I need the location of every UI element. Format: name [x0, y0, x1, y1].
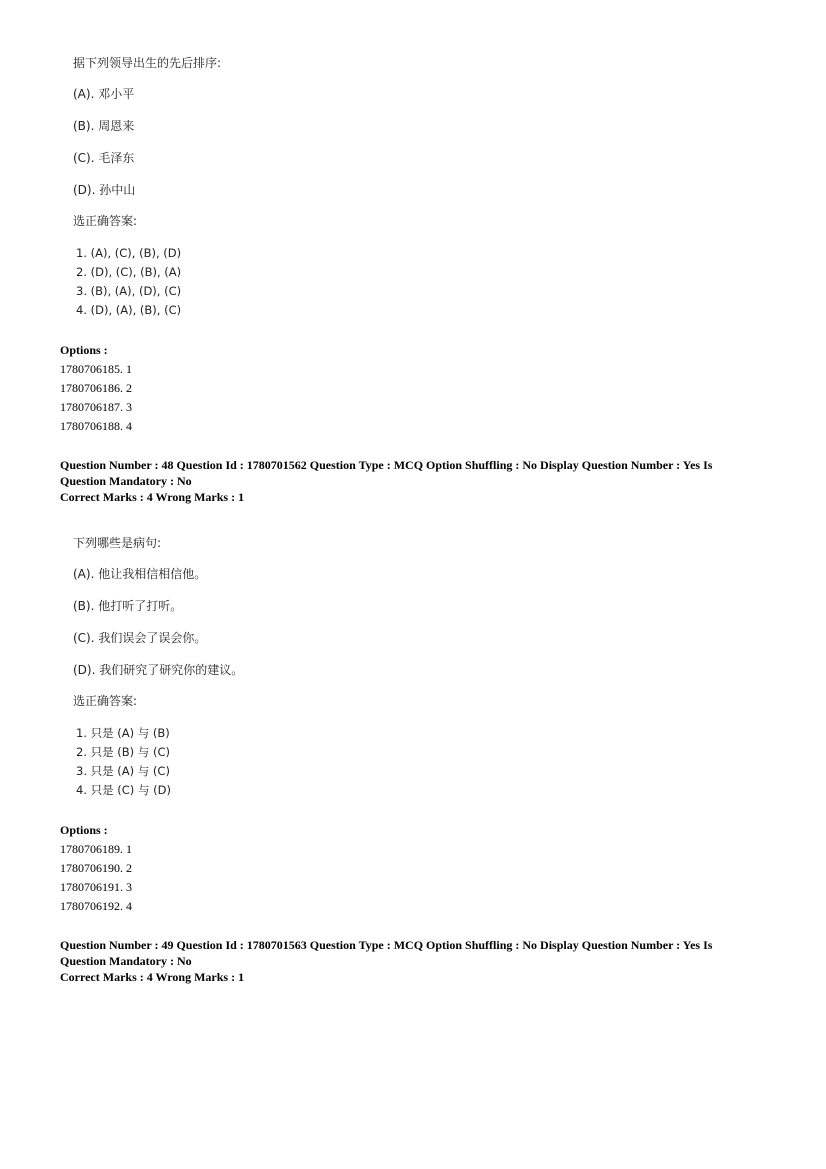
question-48-meta-line-2: Question Mandatory : No [60, 474, 192, 488]
statement-c: (C). 我们误会了误会你。 [73, 631, 207, 645]
answer-choice-3: 3. 只是 (A) 与 (C) [76, 764, 170, 778]
options-heading: Options : [60, 823, 108, 837]
option-id-2: 1780706186. 2 [60, 381, 132, 395]
answer-choice-4: 4. (D), (A), (B), (C) [76, 303, 182, 317]
options-heading: Options : [60, 343, 108, 357]
option-id-1: 1780706185. 1 [60, 362, 132, 376]
statement-d: (D). 我们研究了研究你的建议。 [73, 663, 244, 677]
answer-choice-1: 1. (A), (C), (B), (D) [76, 246, 182, 260]
answer-choice-4: 4. 只是 (C) 与 (D) [76, 783, 171, 797]
answer-choice-3: 3. (B), (A), (D), (C) [76, 284, 182, 298]
question-prompt: 下列哪些是病句: [73, 536, 162, 550]
answer-choice-2: 2. (D), (C), (B), (A) [76, 265, 182, 279]
option-id-4: 1780706188. 4 [60, 419, 132, 433]
question-48-meta-line-3: Correct Marks : 4 Wrong Marks : 1 [60, 490, 245, 504]
option-id-3: 1780706191. 3 [60, 880, 132, 894]
question-49-meta-line-1: Question Number : 49 Question Id : 1780701563 Question Type : MCQ Option Shuffling : No Display Question Number : Yes Is [60, 938, 713, 952]
question-prompt: 据下列领导出生的先后排序: [73, 56, 222, 70]
question-49-meta-line-3: Correct Marks : 4 Wrong Marks : 1 [60, 970, 245, 984]
choose-answer-label: 选正确答案: [73, 694, 138, 708]
statement-a: (A). 他让我相信相信他。 [73, 567, 207, 581]
question-49-meta-line-2: Question Mandatory : No [60, 954, 192, 968]
option-id-3: 1780706187. 3 [60, 400, 132, 414]
statement-a: (A). 邓小平 [73, 87, 135, 101]
option-id-1: 1780706189. 1 [60, 842, 132, 856]
option-id-2: 1780706190. 2 [60, 861, 132, 875]
answer-choice-1: 1. 只是 (A) 与 (B) [76, 726, 170, 740]
answer-choice-2: 2. 只是 (B) 与 (C) [76, 745, 170, 759]
statement-c: (C). 毛泽东 [73, 151, 135, 165]
question-48-meta-line-1: Question Number : 48 Question Id : 1780701562 Question Type : MCQ Option Shuffling : No Display Question Number : Yes Is [60, 458, 713, 472]
choose-answer-label: 选正确答案: [73, 214, 138, 228]
option-id-4: 1780706192. 4 [60, 899, 132, 913]
statement-d: (D). 孙中山 [73, 183, 136, 197]
statement-b: (B). 周恩来 [73, 119, 135, 133]
statement-b: (B). 他打听了打听。 [73, 599, 183, 613]
